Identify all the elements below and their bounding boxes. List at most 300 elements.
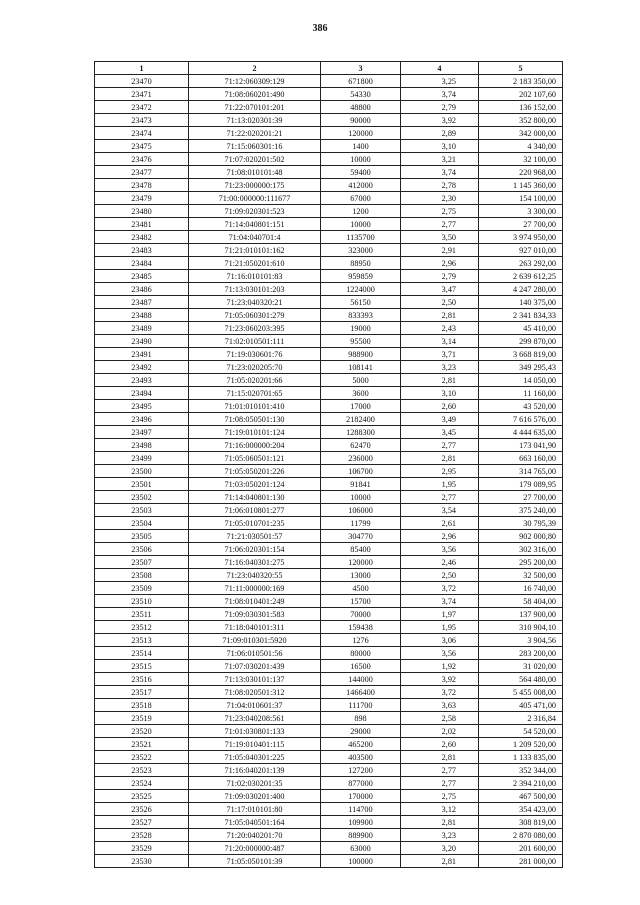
table-row xyxy=(95,829,563,842)
table-row xyxy=(95,504,563,517)
value-cell: 5 455 008,00 xyxy=(479,686,563,699)
table-row xyxy=(95,465,563,478)
value-cell: 349 295,43 xyxy=(479,361,563,374)
column-header-1: 1 xyxy=(95,62,189,75)
value-cell: 45 410,00 xyxy=(479,322,563,335)
value-cell: 663 160,00 xyxy=(479,452,563,465)
row-number-cell: 23511 xyxy=(95,608,189,621)
rate-cell: 3,12 xyxy=(401,803,479,816)
table-row xyxy=(95,673,563,686)
row-number-cell: 23515 xyxy=(95,660,189,673)
value-cell: 308 819,00 xyxy=(479,816,563,829)
table-row xyxy=(95,777,563,790)
value-cell: 2 639 612,25 xyxy=(479,270,563,283)
value-cell: 16 740,00 xyxy=(479,582,563,595)
row-number-cell: 23482 xyxy=(95,231,189,244)
area-cell: 10000 xyxy=(321,491,401,504)
value-cell: 2 183 350,00 xyxy=(479,75,563,88)
table-row xyxy=(95,335,563,348)
row-number-cell: 23474 xyxy=(95,127,189,140)
cadastral-number-cell: 71:05:020201:66 xyxy=(189,374,321,387)
value-cell: 32 500,00 xyxy=(479,569,563,582)
rate-cell: 2,96 xyxy=(401,257,479,270)
cadastral-number-cell: 71:21:050201:610 xyxy=(189,257,321,270)
rate-cell: 2,46 xyxy=(401,556,479,569)
value-cell: 136 152,00 xyxy=(479,101,563,114)
table-row xyxy=(95,517,563,530)
area-cell: 889900 xyxy=(321,829,401,842)
rate-cell: 2,60 xyxy=(401,400,479,413)
table-row xyxy=(95,322,563,335)
rate-cell: 2,91 xyxy=(401,244,479,257)
area-cell: 59400 xyxy=(321,166,401,179)
cadastral-number-cell: 71:23:040320:55 xyxy=(189,569,321,582)
rate-cell: 3,21 xyxy=(401,153,479,166)
column-header-3: 3 xyxy=(321,62,401,75)
value-cell: 11 160,00 xyxy=(479,387,563,400)
table-header-row xyxy=(95,62,563,75)
area-cell: 10000 xyxy=(321,218,401,231)
value-cell: 201 600,00 xyxy=(479,842,563,855)
table-row xyxy=(95,413,563,426)
value-cell: 27 700,00 xyxy=(479,491,563,504)
table-row xyxy=(95,595,563,608)
table-row xyxy=(95,478,563,491)
cadastral-number-cell: 71:05:060501:121 xyxy=(189,452,321,465)
row-number-cell: 23500 xyxy=(95,465,189,478)
row-number-cell: 23503 xyxy=(95,504,189,517)
row-number-cell: 23517 xyxy=(95,686,189,699)
row-number-cell: 23473 xyxy=(95,114,189,127)
value-cell: 927 010,00 xyxy=(479,244,563,257)
area-cell: 88950 xyxy=(321,257,401,270)
rate-cell: 3,47 xyxy=(401,283,479,296)
area-cell: 4500 xyxy=(321,582,401,595)
area-cell: 90000 xyxy=(321,114,401,127)
value-cell: 3 904,56 xyxy=(479,634,563,647)
rate-cell: 2,75 xyxy=(401,790,479,803)
value-cell: 1 145 360,00 xyxy=(479,179,563,192)
rate-cell: 3,14 xyxy=(401,335,479,348)
table-row xyxy=(95,88,563,101)
table-row xyxy=(95,75,563,88)
area-cell: 56150 xyxy=(321,296,401,309)
cadastral-number-cell: 71:08:050501:130 xyxy=(189,413,321,426)
cadastral-number-cell: 71:08:010401:249 xyxy=(189,595,321,608)
cadastral-number-cell: 71:15:020701:65 xyxy=(189,387,321,400)
value-cell: 310 904,10 xyxy=(479,621,563,634)
row-number-cell: 23497 xyxy=(95,426,189,439)
row-number-cell: 23525 xyxy=(95,790,189,803)
cadastral-number-cell: 71:08:010101:48 xyxy=(189,166,321,179)
rate-cell: 3,10 xyxy=(401,140,479,153)
row-number-cell: 23502 xyxy=(95,491,189,504)
row-number-cell: 23523 xyxy=(95,764,189,777)
area-cell: 323000 xyxy=(321,244,401,257)
cadastral-number-cell: 71:05:010701:235 xyxy=(189,517,321,530)
area-cell: 109900 xyxy=(321,816,401,829)
rate-cell: 2,58 xyxy=(401,712,479,725)
table-row xyxy=(95,179,563,192)
row-number-cell: 23505 xyxy=(95,530,189,543)
cadastral-number-cell: 71:05:050101:39 xyxy=(189,855,321,868)
row-number-cell: 23495 xyxy=(95,400,189,413)
area-cell: 16500 xyxy=(321,660,401,673)
cadastral-number-cell: 71:02:030201:35 xyxy=(189,777,321,790)
area-cell: 48800 xyxy=(321,101,401,114)
area-cell: 2182400 xyxy=(321,413,401,426)
value-cell: 281 000,00 xyxy=(479,855,563,868)
cadastral-number-cell: 71:15:060301:16 xyxy=(189,140,321,153)
rate-cell: 2,30 xyxy=(401,192,479,205)
row-number-cell: 23506 xyxy=(95,543,189,556)
table-row xyxy=(95,257,563,270)
area-cell: 1288300 xyxy=(321,426,401,439)
area-cell: 54330 xyxy=(321,88,401,101)
rate-cell: 3,72 xyxy=(401,582,479,595)
cadastral-number-cell: 71:20:040201:70 xyxy=(189,829,321,842)
cadastral-number-cell: 71:20:000000:487 xyxy=(189,842,321,855)
rate-cell: 3,74 xyxy=(401,166,479,179)
value-cell: 902 000,80 xyxy=(479,530,563,543)
rate-cell: 3,06 xyxy=(401,634,479,647)
cadastral-number-cell: 71:05:060301:279 xyxy=(189,309,321,322)
rate-cell: 2,77 xyxy=(401,764,479,777)
table-row xyxy=(95,725,563,738)
rate-cell: 2,77 xyxy=(401,777,479,790)
rate-cell: 3,56 xyxy=(401,543,479,556)
row-number-cell: 23491 xyxy=(95,348,189,361)
cadastral-number-cell: 71:21:030501:57 xyxy=(189,530,321,543)
cadastral-number-cell: 71:02:010501:111 xyxy=(189,335,321,348)
cadastral-number-cell: 71:09:020301:523 xyxy=(189,205,321,218)
area-cell: 1400 xyxy=(321,140,401,153)
table-row xyxy=(95,283,563,296)
table-row xyxy=(95,543,563,556)
area-cell: 120000 xyxy=(321,556,401,569)
column-header-5: 5 xyxy=(479,62,563,75)
table-row xyxy=(95,231,563,244)
column-header-2: 2 xyxy=(189,62,321,75)
table-row xyxy=(95,556,563,569)
table-row xyxy=(95,582,563,595)
row-number-cell: 23526 xyxy=(95,803,189,816)
rate-cell: 3,74 xyxy=(401,88,479,101)
cadastral-number-cell: 71:05:050201:226 xyxy=(189,465,321,478)
value-cell: 564 480,00 xyxy=(479,673,563,686)
rate-cell: 3,20 xyxy=(401,842,479,855)
value-cell: 3 974 950,00 xyxy=(479,231,563,244)
cadastral-number-cell: 71:14:040801:151 xyxy=(189,218,321,231)
row-number-cell: 23478 xyxy=(95,179,189,192)
value-cell: 302 316,00 xyxy=(479,543,563,556)
rate-cell: 1,95 xyxy=(401,478,479,491)
cadastral-number-cell: 71:11:000000:169 xyxy=(189,582,321,595)
row-number-cell: 23475 xyxy=(95,140,189,153)
value-cell: 3 300,00 xyxy=(479,205,563,218)
area-cell: 403500 xyxy=(321,751,401,764)
table-row xyxy=(95,751,563,764)
row-number-cell: 23518 xyxy=(95,699,189,712)
cadastral-number-cell: 71:09:030301:583 xyxy=(189,608,321,621)
cadastral-number-cell: 71:12:060309:129 xyxy=(189,75,321,88)
rate-cell: 2,61 xyxy=(401,517,479,530)
table-row xyxy=(95,803,563,816)
area-cell: 91841 xyxy=(321,478,401,491)
area-cell: 959859 xyxy=(321,270,401,283)
rate-cell: 1,92 xyxy=(401,660,479,673)
table-row xyxy=(95,192,563,205)
value-cell: 283 200,00 xyxy=(479,647,563,660)
table-row xyxy=(95,205,563,218)
value-cell: 7 616 576,00 xyxy=(479,413,563,426)
cadastral-number-cell: 71:19:010101:124 xyxy=(189,426,321,439)
cadastral-value-table xyxy=(94,61,563,868)
area-cell: 19000 xyxy=(321,322,401,335)
rate-cell: 3,72 xyxy=(401,686,479,699)
cadastral-number-cell: 71:23:000000:175 xyxy=(189,179,321,192)
table-row xyxy=(95,660,563,673)
cadastral-number-cell: 71:22:020201:21 xyxy=(189,127,321,140)
area-cell: 29000 xyxy=(321,725,401,738)
area-cell: 144000 xyxy=(321,673,401,686)
value-cell: 202 107,60 xyxy=(479,88,563,101)
value-cell: 314 765,00 xyxy=(479,465,563,478)
value-cell: 31 020,00 xyxy=(479,660,563,673)
row-number-cell: 23514 xyxy=(95,647,189,660)
cadastral-number-cell: 71:04:010601:37 xyxy=(189,699,321,712)
cadastral-number-cell: 71:16:040201:139 xyxy=(189,764,321,777)
cadastral-number-cell: 71:18:040101:311 xyxy=(189,621,321,634)
table-row xyxy=(95,374,563,387)
area-cell: 106000 xyxy=(321,504,401,517)
cadastral-number-cell: 71:01:010101:410 xyxy=(189,400,321,413)
cadastral-number-cell: 71:17:010101:80 xyxy=(189,803,321,816)
area-cell: 127200 xyxy=(321,764,401,777)
table-row xyxy=(95,452,563,465)
table-body xyxy=(95,75,563,868)
cadastral-number-cell: 71:16:000000:204 xyxy=(189,439,321,452)
area-cell: 465200 xyxy=(321,738,401,751)
rate-cell: 2,81 xyxy=(401,816,479,829)
row-number-cell: 23510 xyxy=(95,595,189,608)
cadastral-number-cell: 71:06:020301:154 xyxy=(189,543,321,556)
area-cell: 100000 xyxy=(321,855,401,868)
row-number-cell: 23528 xyxy=(95,829,189,842)
cadastral-number-cell: 71:16:010101:83 xyxy=(189,270,321,283)
table-row xyxy=(95,764,563,777)
rate-cell: 3,92 xyxy=(401,114,479,127)
table-row xyxy=(95,439,563,452)
area-cell: 85400 xyxy=(321,543,401,556)
table-row xyxy=(95,101,563,114)
row-number-cell: 23481 xyxy=(95,218,189,231)
cadastral-number-cell: 71:23:020205:70 xyxy=(189,361,321,374)
row-number-cell: 23479 xyxy=(95,192,189,205)
rate-cell: 2,50 xyxy=(401,296,479,309)
cadastral-number-cell: 71:07:030201:439 xyxy=(189,660,321,673)
cadastral-number-cell: 71:23:040320:21 xyxy=(189,296,321,309)
area-cell: 13000 xyxy=(321,569,401,582)
rate-cell: 3,56 xyxy=(401,647,479,660)
rate-cell: 3,23 xyxy=(401,829,479,842)
row-number-cell: 23509 xyxy=(95,582,189,595)
row-number-cell: 23484 xyxy=(95,257,189,270)
cadastral-number-cell: 71:03:050201:124 xyxy=(189,478,321,491)
area-cell: 63000 xyxy=(321,842,401,855)
area-cell: 671800 xyxy=(321,75,401,88)
row-number-cell: 23470 xyxy=(95,75,189,88)
cadastral-number-cell: 71:04:040701:4 xyxy=(189,231,321,244)
rate-cell: 3,92 xyxy=(401,673,479,686)
table-row xyxy=(95,296,563,309)
row-number-cell: 23529 xyxy=(95,842,189,855)
cadastral-number-cell: 71:13:030101:203 xyxy=(189,283,321,296)
row-number-cell: 23498 xyxy=(95,439,189,452)
area-cell: 304770 xyxy=(321,530,401,543)
value-cell: 14 050,00 xyxy=(479,374,563,387)
row-number-cell: 23490 xyxy=(95,335,189,348)
table-row xyxy=(95,790,563,803)
table-row xyxy=(95,244,563,257)
column-header-4: 4 xyxy=(401,62,479,75)
value-cell: 2 316,84 xyxy=(479,712,563,725)
cadastral-number-cell: 71:19:010401:115 xyxy=(189,738,321,751)
row-number-cell: 23489 xyxy=(95,322,189,335)
rate-cell: 2,77 xyxy=(401,218,479,231)
table-row xyxy=(95,127,563,140)
table-row xyxy=(95,491,563,504)
rate-cell: 3,45 xyxy=(401,426,479,439)
rate-cell: 2,60 xyxy=(401,738,479,751)
value-cell: 140 375,00 xyxy=(479,296,563,309)
table-row xyxy=(95,530,563,543)
area-cell: 1224000 xyxy=(321,283,401,296)
area-cell: 898 xyxy=(321,712,401,725)
rate-cell: 1,95 xyxy=(401,621,479,634)
value-cell: 354 423,00 xyxy=(479,803,563,816)
value-cell: 154 100,00 xyxy=(479,192,563,205)
area-cell: 95500 xyxy=(321,335,401,348)
rate-cell: 2,81 xyxy=(401,309,479,322)
value-cell: 220 968,00 xyxy=(479,166,563,179)
value-cell: 2 394 210,00 xyxy=(479,777,563,790)
row-number-cell: 23501 xyxy=(95,478,189,491)
value-cell: 2 870 080,00 xyxy=(479,829,563,842)
value-cell: 179 089,95 xyxy=(479,478,563,491)
table-row xyxy=(95,153,563,166)
row-number-cell: 23472 xyxy=(95,101,189,114)
rate-cell: 3,50 xyxy=(401,231,479,244)
rate-cell: 2,50 xyxy=(401,569,479,582)
cadastral-number-cell: 71:05:040301:225 xyxy=(189,751,321,764)
row-number-cell: 23530 xyxy=(95,855,189,868)
cadastral-number-cell: 71:19:030601:76 xyxy=(189,348,321,361)
row-number-cell: 23504 xyxy=(95,517,189,530)
value-cell: 58 404,00 xyxy=(479,595,563,608)
area-cell: 62470 xyxy=(321,439,401,452)
table-row xyxy=(95,400,563,413)
area-cell: 1466400 xyxy=(321,686,401,699)
area-cell: 3600 xyxy=(321,387,401,400)
rate-cell: 2,89 xyxy=(401,127,479,140)
value-cell: 4 444 635,00 xyxy=(479,426,563,439)
row-number-cell: 23527 xyxy=(95,816,189,829)
page-number: 386 xyxy=(312,23,328,34)
cadastral-number-cell: 71:01:030801:133 xyxy=(189,725,321,738)
table-row xyxy=(95,738,563,751)
rate-cell: 1,97 xyxy=(401,608,479,621)
rate-cell: 2,95 xyxy=(401,465,479,478)
cadastral-number-cell: 71:13:030101:137 xyxy=(189,673,321,686)
area-cell: 114700 xyxy=(321,803,401,816)
table-row xyxy=(95,270,563,283)
value-cell: 32 100,00 xyxy=(479,153,563,166)
cadastral-number-cell: 71:08:020501:312 xyxy=(189,686,321,699)
cadastral-number-cell: 71:13:020301:39 xyxy=(189,114,321,127)
cadastral-number-cell: 71:07:020201:502 xyxy=(189,153,321,166)
cadastral-number-cell: 71:21:010101:162 xyxy=(189,244,321,257)
rate-cell: 2,77 xyxy=(401,491,479,504)
value-cell: 342 000,00 xyxy=(479,127,563,140)
row-number-cell: 23520 xyxy=(95,725,189,738)
row-number-cell: 23499 xyxy=(95,452,189,465)
area-cell: 159438 xyxy=(321,621,401,634)
row-number-cell: 23508 xyxy=(95,569,189,582)
rate-cell: 2,78 xyxy=(401,179,479,192)
table-row xyxy=(95,309,563,322)
rate-cell: 3,71 xyxy=(401,348,479,361)
table-row xyxy=(95,387,563,400)
area-cell: 108141 xyxy=(321,361,401,374)
row-number-cell: 23488 xyxy=(95,309,189,322)
area-cell: 412000 xyxy=(321,179,401,192)
rate-cell: 3,74 xyxy=(401,595,479,608)
area-cell: 80000 xyxy=(321,647,401,660)
table-row xyxy=(95,140,563,153)
area-cell: 1276 xyxy=(321,634,401,647)
rate-cell: 3,49 xyxy=(401,413,479,426)
row-number-cell: 23519 xyxy=(95,712,189,725)
cadastral-number-cell: 71:22:070101:201 xyxy=(189,101,321,114)
table-row xyxy=(95,712,563,725)
row-number-cell: 23493 xyxy=(95,374,189,387)
value-cell: 352 800,00 xyxy=(479,114,563,127)
value-cell: 405 471,00 xyxy=(479,699,563,712)
rate-cell: 2,81 xyxy=(401,855,479,868)
area-cell: 833393 xyxy=(321,309,401,322)
area-cell: 236000 xyxy=(321,452,401,465)
table-row xyxy=(95,426,563,439)
row-number-cell: 23512 xyxy=(95,621,189,634)
value-cell: 2 341 834,33 xyxy=(479,309,563,322)
area-cell: 988900 xyxy=(321,348,401,361)
row-number-cell: 23485 xyxy=(95,270,189,283)
rate-cell: 2,81 xyxy=(401,452,479,465)
table-row xyxy=(95,621,563,634)
area-cell: 120000 xyxy=(321,127,401,140)
value-cell: 1 133 835,00 xyxy=(479,751,563,764)
rate-cell: 2,79 xyxy=(401,101,479,114)
table-row xyxy=(95,842,563,855)
value-cell: 295 200,00 xyxy=(479,556,563,569)
rate-cell: 3,25 xyxy=(401,75,479,88)
value-cell: 30 795,39 xyxy=(479,517,563,530)
value-cell: 27 700,00 xyxy=(479,218,563,231)
area-cell: 106700 xyxy=(321,465,401,478)
value-cell: 4 247 280,00 xyxy=(479,283,563,296)
table-row xyxy=(95,218,563,231)
